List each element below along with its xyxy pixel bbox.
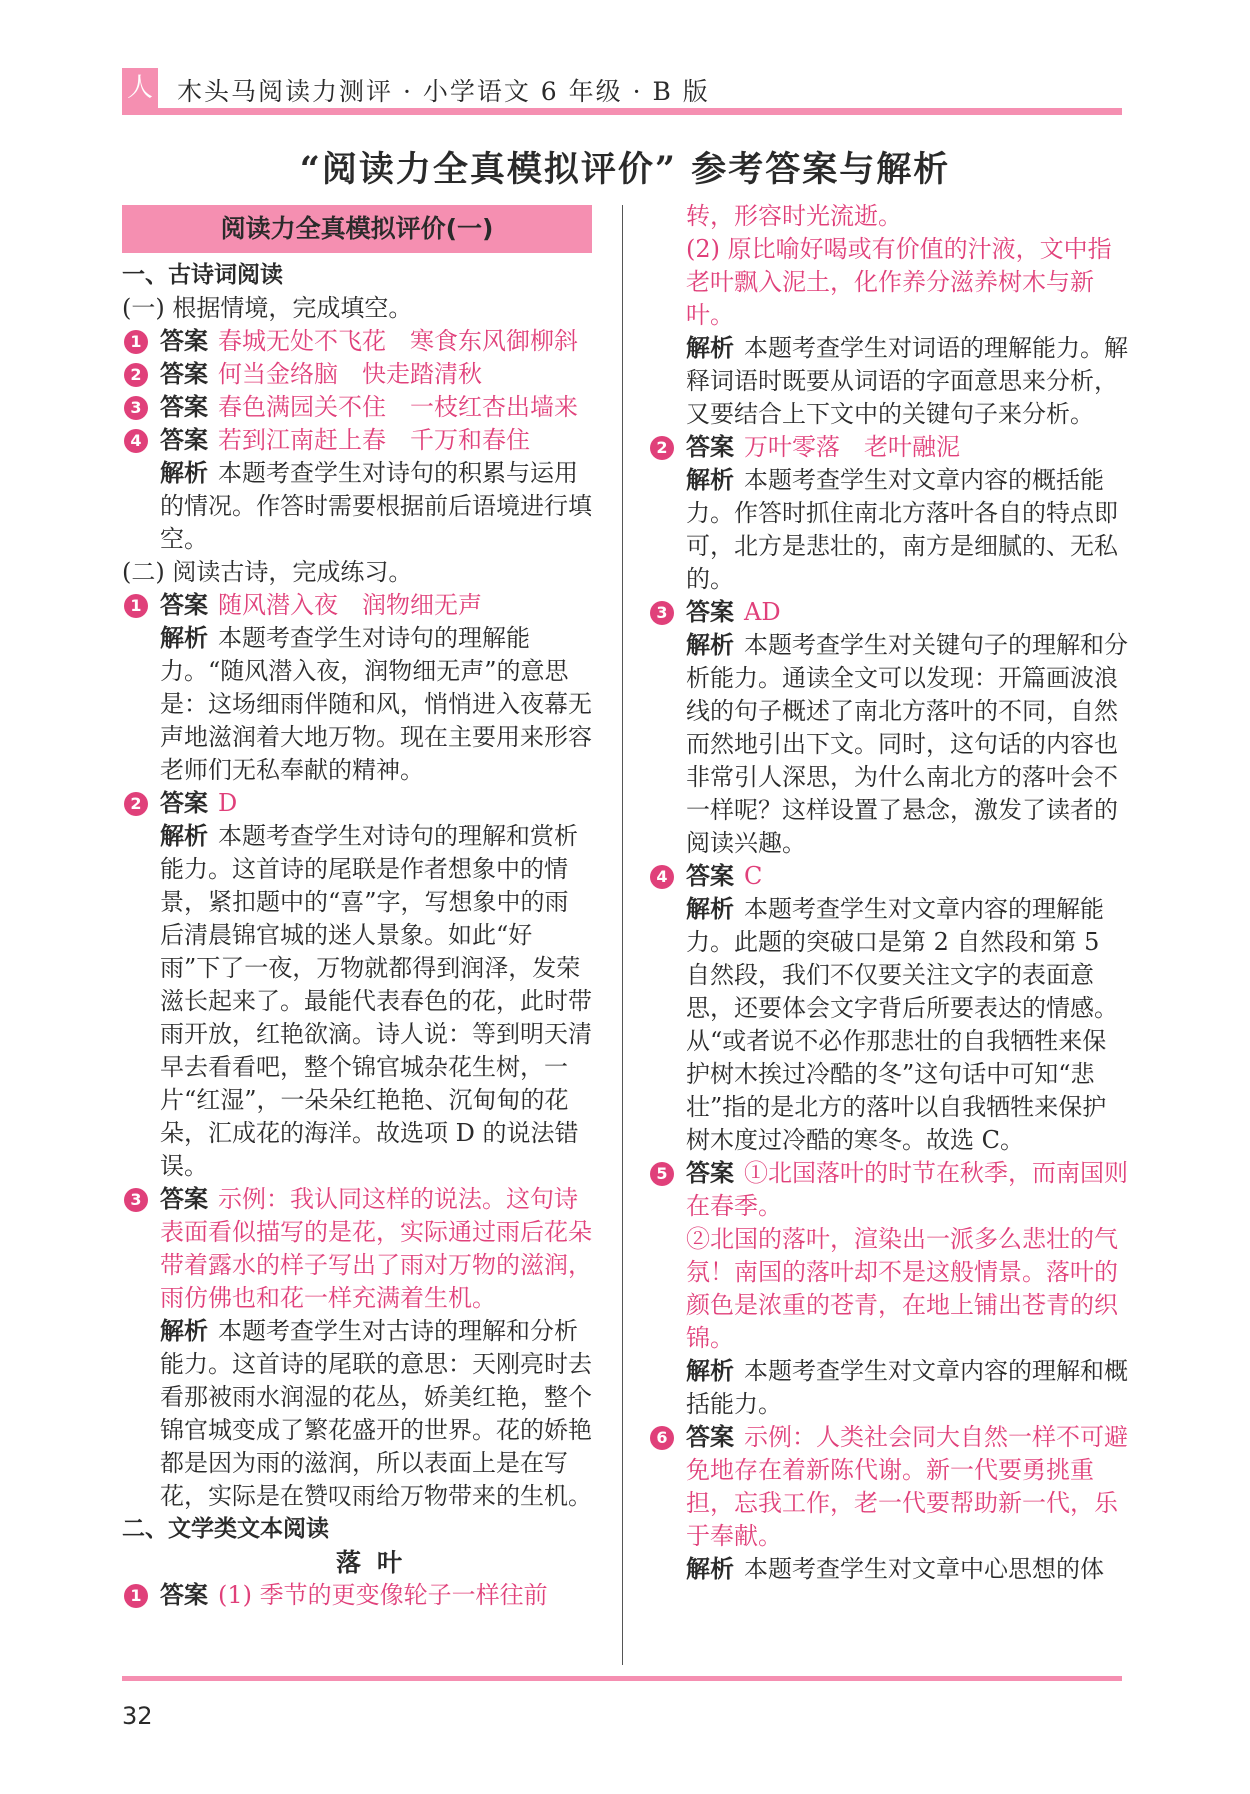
question-item	[122, 391, 592, 424]
answer-label: 答案	[160, 327, 208, 355]
analysis-text: 本题考查学生对文章中心思想的体	[744, 1555, 1104, 1583]
analysis-block	[648, 1553, 1128, 1586]
answer-label: 答案	[686, 598, 734, 626]
question-item	[648, 596, 1128, 629]
question-number: 3	[650, 601, 674, 625]
question-item	[648, 1421, 1128, 1553]
analysis-label: 解析	[160, 822, 208, 850]
answer-label: 答案	[160, 1185, 208, 1213]
question-number: 6	[650, 1426, 674, 1450]
part-heading-poetry: 一、古诗词阅读	[122, 262, 283, 288]
question-number: 1	[124, 594, 148, 618]
analysis-block	[648, 464, 1128, 596]
answer-continuation: 转，形容时光流逝。	[686, 202, 902, 230]
answer-label: 答案	[160, 591, 208, 619]
question-item	[122, 1183, 592, 1315]
page-header	[122, 64, 1122, 114]
question-number: 3	[124, 396, 148, 420]
answer-text: C	[744, 862, 763, 890]
analysis-text: 本题考查学生对文章内容的理解和概括能力。	[686, 1357, 1128, 1418]
question-number: 1	[124, 330, 148, 354]
answer-text: 何当金络脑 快走踏清秋	[218, 360, 482, 388]
analysis-label: 解析	[686, 334, 734, 362]
question-number: 5	[650, 1162, 674, 1186]
analysis-label: 解析	[160, 1317, 208, 1345]
answer-text: 春城无处不飞花 寒食东风御柳斜	[218, 327, 578, 355]
answer-label: 答案	[686, 862, 734, 890]
subpart-heading: (二) 阅读古诗，完成练习。	[122, 558, 413, 586]
answer-label: 答案	[686, 1423, 734, 1451]
analysis-text: 本题考查学生对诗句的理解和赏析能力。这首诗的尾联是作者想象中的情景，紧扣题中的“喜”字，写想象中的雨后清晨锦官城的迷人景象。如此“好雨”下了一夜，万物就都得到润泽，发荣滋长起来了。最能代表春色的花，此时带雨开放，红艳欲滴。诗人说：等到明天清早去看看吧，整个锦官城杂花生树，一片“红湿”，一朵朵红艳艳、沉甸甸的花朵，汇成花的海洋。故选项 D 的说法错误。	[160, 822, 592, 1180]
section-heading: 阅读力全真模拟评价(一)	[122, 205, 592, 253]
answer-label: 答案	[686, 433, 734, 461]
answer-text: ①北国落叶的时节在秋季，而南国则在春季。	[686, 1159, 1128, 1220]
analysis-label: 解析	[686, 631, 734, 659]
analysis-label: 解析	[160, 459, 208, 487]
footer-rule	[122, 1676, 1122, 1681]
answer-text: (2) 原比喻好喝或有价值的汁液，文中指老叶飘入泥土，化作养分滋养树木与新叶。	[686, 235, 1112, 329]
analysis-block	[648, 1355, 1128, 1421]
analysis-block	[648, 629, 1128, 860]
analysis-label: 解析	[686, 1555, 734, 1583]
question-item	[122, 424, 592, 457]
right-column	[648, 200, 1128, 1586]
analysis-text: 本题考查学生对词语的理解能力。解释词语时既要从词语的字面意思来分析，又要结合上下文中的关键句子来分析。	[686, 334, 1128, 428]
analysis-text: 本题考查学生对诗句的积累与运用的情况。作答时需要根据前后语境进行填空。	[160, 459, 592, 553]
question-item	[648, 1157, 1128, 1223]
question-number: 1	[124, 1584, 148, 1608]
answer-label: 答案	[686, 1159, 734, 1187]
answer-text: 示例：人类社会同大自然一样不可避免地存在着新陈代谢。新一代要勇挑重担，忘我工作，老一代要帮助新一代，乐于奉献。	[686, 1423, 1128, 1550]
question-number: 2	[124, 792, 148, 816]
article-title: 落叶	[335, 1548, 418, 1577]
analysis-block	[648, 332, 1128, 431]
question-number: 4	[650, 865, 674, 889]
question-item	[122, 325, 592, 358]
question-item	[648, 431, 1128, 464]
question-item	[122, 787, 592, 820]
left-column	[122, 205, 592, 1612]
analysis-block	[122, 820, 592, 1183]
subpart-heading: (一) 根据情境，完成填空。	[122, 294, 413, 322]
answer-text: 示例：我认同这样的说法。这句诗表面看似描写的是花，实际通过雨后花朵带着露水的样子写出了雨对万物的滋润，雨仿佛也和花一样充满着生机。	[160, 1185, 592, 1312]
question-number: 4	[124, 429, 148, 453]
question-number: 2	[650, 436, 674, 460]
answer-label: 答案	[160, 393, 208, 421]
answer-text: 春色满园关不住 一枝红杏出墙来	[218, 393, 578, 421]
question-number: 2	[124, 363, 148, 387]
answer-text: 若到江南赶上春 千万和春住	[218, 426, 530, 454]
column-divider	[622, 205, 623, 1665]
analysis-block	[122, 622, 592, 787]
answer-text: (1) 季节的更变像轮子一样往前	[218, 1581, 548, 1609]
analysis-block	[648, 893, 1128, 1157]
part-heading-literary: 二、文学类文本阅读	[122, 1516, 329, 1542]
analysis-label: 解析	[686, 1357, 734, 1385]
question-number: 3	[124, 1188, 148, 1212]
analysis-block	[122, 457, 592, 556]
question-item	[122, 358, 592, 391]
answer-label: 答案	[160, 426, 208, 454]
analysis-text: 本题考查学生对诗句的理解能力。“随风潜入夜，润物细无声”的意思是：这场细雨伴随和风，悄悄进入夜幕无声地滋润着大地万物。现在主要用来形容老师们无私奉献的精神。	[160, 624, 592, 784]
question-item	[122, 1579, 592, 1612]
publisher-logo: 人	[122, 68, 158, 108]
answer-text: D	[218, 789, 238, 817]
question-item	[122, 589, 592, 622]
question-item	[648, 860, 1128, 893]
answer-text: ②北国的落叶，渲染出一派多么悲壮的气氛！南国的落叶却不是这般情景。落叶的颜色是浓重的苍青，在地上铺出苍青的织锦。	[686, 1225, 1118, 1352]
analysis-text: 本题考查学生对文章内容的概括能力。作答时抓住南北方落叶各自的特点即可，北方是悲壮的，南方是细腻的、无私的。	[686, 466, 1118, 593]
analysis-label: 解析	[686, 466, 734, 494]
answer-label: 答案	[160, 1581, 208, 1609]
answer-label: 答案	[160, 789, 208, 817]
answer-text: 随风潜入夜 润物细无声	[218, 591, 482, 619]
answer-text: AD	[744, 598, 781, 626]
page-title: “阅读力全真模拟评价” 参考答案与解析	[299, 149, 951, 190]
page-number: 32	[122, 1702, 153, 1730]
analysis-text: 本题考查学生对古诗的理解和分析能力。这首诗的尾联的意思：天刚亮时去看那被雨水润湿的花丛，娇美红艳，整个锦官城变成了繁花盛开的世界。花的娇艳都是因为雨的滋润，所以表面上是在写花，实际是在赞叹雨给万物带来的生机。	[160, 1317, 592, 1510]
analysis-label: 解析	[160, 624, 208, 652]
answer-text: 万叶零落 老叶融泥	[744, 433, 960, 461]
analysis-block	[122, 1315, 592, 1513]
header-title: 木头马阅读力测评 · 小学语文 6 年级 · B 版	[177, 77, 710, 106]
header-rule	[122, 108, 1122, 115]
analysis-label: 解析	[686, 895, 734, 923]
answer-label: 答案	[160, 360, 208, 388]
analysis-text: 本题考查学生对文章内容的理解能力。此题的突破口是第 2 自然段和第 5 自然段，我们不仅要关注文字的表面意思，还要体会文字背后所要表达的情感。从“或者说不必作那悲壮的自我牺牲来保护树木挨过冷酷的冬”这句话中可知“悲壮”指的是北方的落叶以自我牺牲来保护树木度过冷酷的寒冬。故选 C。	[686, 895, 1118, 1154]
analysis-text: 本题考查学生对关键句子的理解和分析能力。通读全文可以发现：开篇画波浪线的句子概述了南北方落叶的不同，自然而然地引出下文。同时，这句话的内容也非常引人深思，为什么南北方的落叶会不一样呢？这样设置了悬念，激发了读者的阅读兴趣。	[686, 631, 1128, 857]
